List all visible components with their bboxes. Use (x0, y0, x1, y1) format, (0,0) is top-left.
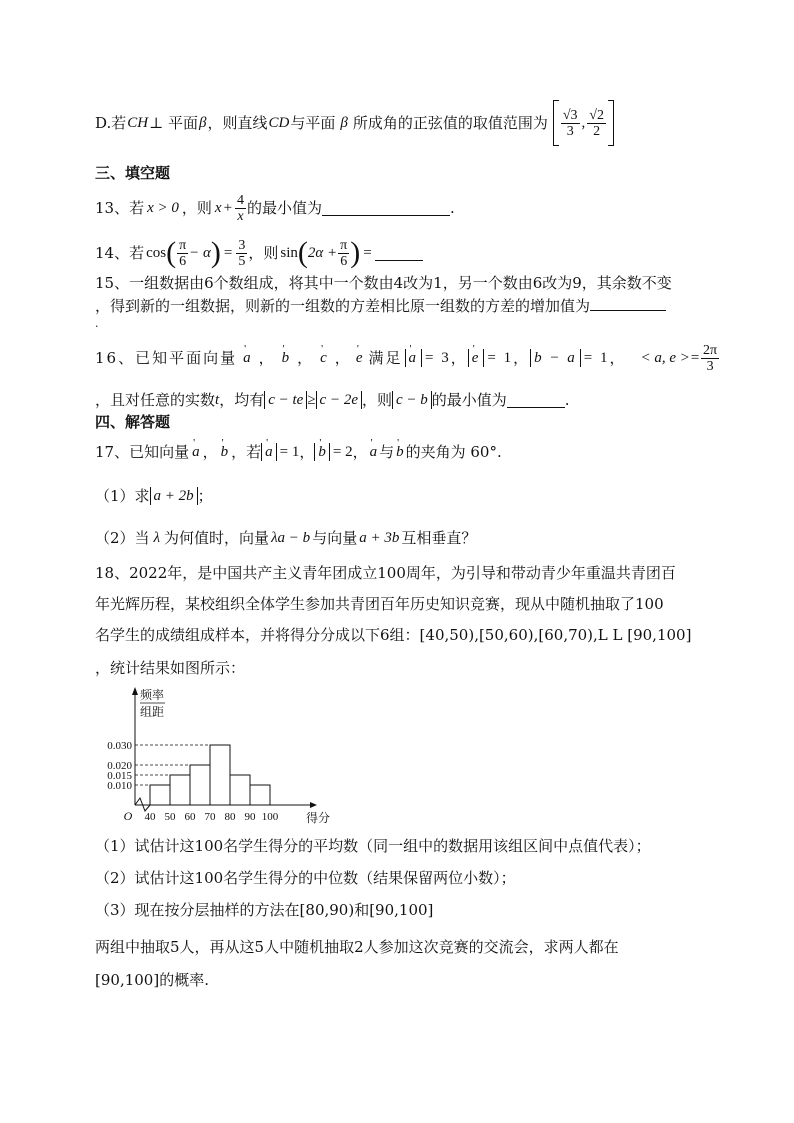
question-17 (95, 440, 502, 464)
angle-a-e: < a, e >= (640, 350, 701, 366)
y-tick-label: 0.020 (107, 760, 132, 772)
q14-then: ，则 (248, 244, 279, 262)
option-d-mid3: 所成角的正弦值的取值范围为 (352, 114, 548, 132)
b-minus-a: b − a (534, 350, 577, 366)
left-bracket (553, 100, 559, 146)
q13-end: . (450, 199, 455, 217)
q14-num: 14、若 (95, 244, 145, 262)
q13-answer-blank[interactable] (322, 201, 450, 216)
t-symbol: t (215, 392, 220, 408)
y-tick-label: 0.030 (107, 740, 132, 752)
q16-line2a: ，且对任意的实数 (95, 391, 216, 409)
vector-b: ' b (396, 442, 404, 462)
q16-num: 16、已知平面向量 (95, 349, 238, 367)
q14-sin: sin (280, 245, 298, 261)
x-tick-label: 40 (144, 811, 156, 823)
fraction-4-over-x (235, 193, 246, 224)
y-axis-arrow (132, 687, 138, 695)
q18-line-2: 年光辉历程，某校组织全体学生参加共青团百年历史知识竞赛，现从中随机抽取了100 (95, 595, 664, 613)
fraction-pi-6 (177, 238, 188, 269)
abs-b-minus-a (530, 349, 581, 367)
q16-line-2 (95, 388, 570, 412)
option-d (95, 100, 614, 146)
option-d-mid1: ，则直线 (207, 114, 268, 132)
vector-a: ' a (192, 442, 200, 462)
q15-line-2-text: ，得到新的一组数据，则新的一组数的方差相比原一组数的方差的增加值为 (95, 297, 591, 315)
q17-p2a: （2）当 (95, 529, 150, 547)
abs-a (261, 443, 277, 461)
q13-num: 13、若 (95, 199, 145, 217)
q17-p1: （1）求 (95, 487, 150, 505)
abs-a-plus-2b (150, 487, 198, 505)
frac-den: x (237, 208, 244, 224)
q18-line-1: 18、2022年，是中国共产主义青年团成立100周年，为引导和带动青少年重温共青团百 (95, 564, 676, 582)
q13-cond: x > 0 (147, 200, 179, 216)
histogram-bar (250, 785, 270, 805)
abs-c-minus-b (392, 391, 432, 409)
q14-answer-blank[interactable] (375, 246, 423, 261)
frac-num: 3 (238, 237, 246, 253)
vector-a: ' a (409, 349, 419, 367)
right-paren: ) (350, 236, 361, 269)
abs-c-minus-te (264, 391, 307, 409)
q18-tail-1: 两组中抽取5人，再从这5人中随机抽取2人参加这次竞赛的交流会，求两人都在 (95, 938, 619, 956)
c-minus-b: c − b (396, 392, 428, 408)
q15-line-1: 15、一组数据由6个数组成，将其中一个数由4改为1，另一个数由6改为9，其余数不变 (95, 274, 672, 292)
eq-2: = 2 (332, 444, 353, 460)
option-d-prefix: D.若 (95, 114, 127, 132)
frac-num: 4 (237, 192, 245, 208)
fraction-3-5 (236, 238, 247, 269)
q18-tail-2: [90,100]的概率. (95, 971, 209, 989)
q18-sub-3: （3）现在按分层抽样的方法在[80,90)和[90,100] (95, 901, 434, 919)
fraction-pi-6-b (338, 238, 349, 269)
x-tick-label: 60 (184, 811, 196, 823)
vector-b: ' b (221, 442, 229, 462)
x-tick-label: 70 (204, 811, 216, 823)
q18-line-3: 名学生的成绩组成样本，并将得分分成以下6组：[40,50),[50,60),[60,70),L L [90,100] (95, 626, 692, 644)
frac-num: π (340, 237, 348, 253)
q14-eq: = (223, 245, 233, 261)
eq-1-b: = 1 (583, 350, 610, 366)
q13-x: x (214, 200, 222, 216)
lambda-a-minus-b: λa − b (271, 530, 311, 546)
frac-den: 3 (706, 358, 714, 374)
frac-den: 2 (593, 123, 601, 139)
vector-a: ' a (243, 348, 253, 368)
q16-line2c: ，则 (361, 391, 392, 409)
q18-sub-2: （2）试估计这100名学生得分的中位数（结果保留两位小数）； (95, 869, 516, 887)
frac-den: 3 (566, 123, 574, 139)
origin-label: O (123, 809, 133, 823)
q15-answer-blank[interactable] (590, 296, 666, 311)
y-tick-label: 0.010 (107, 780, 132, 792)
x-tick-label: 90 (244, 811, 256, 823)
q13-then: ，则 (181, 199, 212, 217)
fraction-2pi-3 (701, 343, 719, 374)
frac-num: 2π (703, 342, 718, 358)
q17-p2c: 与向量 (312, 529, 358, 547)
c-minus-te: c − te (268, 392, 304, 408)
q17-part-2 (95, 526, 476, 550)
q16-line2d: 的最小值为 (431, 391, 507, 409)
q15-dot: . (95, 317, 99, 330)
lambda-symbol: λ (153, 530, 161, 546)
left-paren: ( (166, 236, 177, 269)
section-title-3: 三、填空题 (95, 164, 171, 182)
sep: ， (297, 349, 315, 367)
q16-end: . (564, 391, 570, 409)
histogram-bar (190, 765, 210, 805)
q16-line2b: ，均有 (219, 391, 265, 409)
q18-line-4: ，统计结果如图所示： (95, 659, 246, 677)
fraction-sqrt3-3 (561, 108, 580, 139)
q17-p2d: 互相垂直？ (401, 529, 477, 547)
question-14 (95, 230, 423, 276)
abs-b (314, 443, 330, 461)
histogram-bar (150, 785, 170, 805)
frac-num: π (179, 237, 187, 253)
vector-b: ' b (282, 348, 292, 368)
q17-and: 与 (379, 443, 395, 461)
q14-eq2: = (363, 245, 372, 261)
sep: ， (334, 349, 352, 367)
abs-c-minus-2e (316, 391, 362, 409)
eq-3: = 3 (425, 350, 451, 366)
y-label-top: 频率 (139, 688, 165, 702)
section-title-4: 四、解答题 (95, 413, 171, 431)
frac-den: 6 (179, 253, 187, 269)
beta-symbol-2: β (340, 115, 348, 131)
q17-angle: 的夹角为 60°. (405, 443, 502, 461)
frequency-histogram (90, 685, 330, 830)
y-label-bottom: 组距 (139, 705, 165, 719)
left-paren: ( (297, 236, 308, 269)
sep: ， (609, 349, 627, 367)
comma: , (581, 115, 586, 131)
eq-1: = 1 (279, 444, 300, 460)
q16-satisfy: 满足 (368, 349, 403, 367)
ge-symbol: ≥ (307, 392, 316, 408)
fraction-sqrt2-2 (587, 108, 606, 139)
q14-cos: cos (146, 245, 167, 261)
q17-if: ，若 (231, 443, 262, 461)
a-plus-2b: a + 2b (153, 488, 194, 504)
vector-e: ' e (472, 349, 481, 367)
q14-two-alpha: 2α + (307, 245, 338, 261)
perp-text: ⊥ 平面 (149, 114, 198, 132)
q15-line-2 (95, 296, 666, 316)
y-tick-label: 0.015 (107, 770, 132, 782)
x-axis-arrow (310, 802, 317, 808)
sep: ， (450, 349, 468, 367)
c-minus-2e: c − 2e (319, 392, 358, 408)
question-13 (95, 185, 455, 231)
sep: ， (513, 349, 531, 367)
option-d-mid2: 与平面 (290, 114, 336, 132)
beta-symbol: β (198, 115, 207, 131)
q17-part-1 (95, 484, 213, 508)
vector-a: ' a (265, 443, 273, 461)
frac-num: √2 (589, 107, 604, 123)
vector-c: ' c (320, 348, 329, 368)
sep: ， (299, 443, 315, 461)
eq-1: = 1 (487, 350, 514, 366)
q14-minus-alpha: − α (189, 245, 211, 261)
q13-plus: + (223, 200, 233, 216)
frac-den: 5 (238, 253, 246, 269)
histogram-bar (210, 745, 230, 805)
frac-num: √3 (562, 107, 578, 123)
sep: ， (352, 443, 368, 461)
abs-a (405, 349, 423, 367)
vector-e: ' e (356, 348, 365, 368)
a-plus-3b: a + 3b (359, 530, 400, 546)
abs-e (468, 349, 485, 367)
sep: ， (258, 349, 276, 367)
x-tick-label: 50 (164, 811, 176, 823)
right-bracket (608, 100, 614, 146)
vector-b: ' b (318, 443, 326, 461)
q16-answer-blank[interactable] (507, 393, 565, 408)
x-tick-label: 80 (224, 811, 236, 823)
right-paren: ) (210, 236, 221, 269)
histogram-bar (170, 775, 190, 805)
q18-sub-1: （1）试估计这100名学生得分的平均数（同一组中的数据用该组区间中点值代表）； (95, 837, 651, 855)
q17-intro: 17、已知向量 (95, 443, 190, 461)
q13-tail: 的最小值为 (247, 199, 323, 217)
q16-line-1 (95, 336, 720, 380)
q17-semi: ； (197, 487, 213, 505)
frac-den: 6 (340, 253, 348, 269)
ch-symbol: CH (127, 115, 149, 131)
cd-symbol: CD (268, 115, 290, 131)
histogram-bar (230, 775, 250, 805)
vector-a: ' a (370, 442, 378, 462)
q17-p2b: 为何值时，向量 (164, 529, 270, 547)
x-axis-label: 得分 (306, 811, 330, 825)
x-tick-label: 100 (261, 811, 279, 823)
sep: ， (202, 443, 218, 461)
